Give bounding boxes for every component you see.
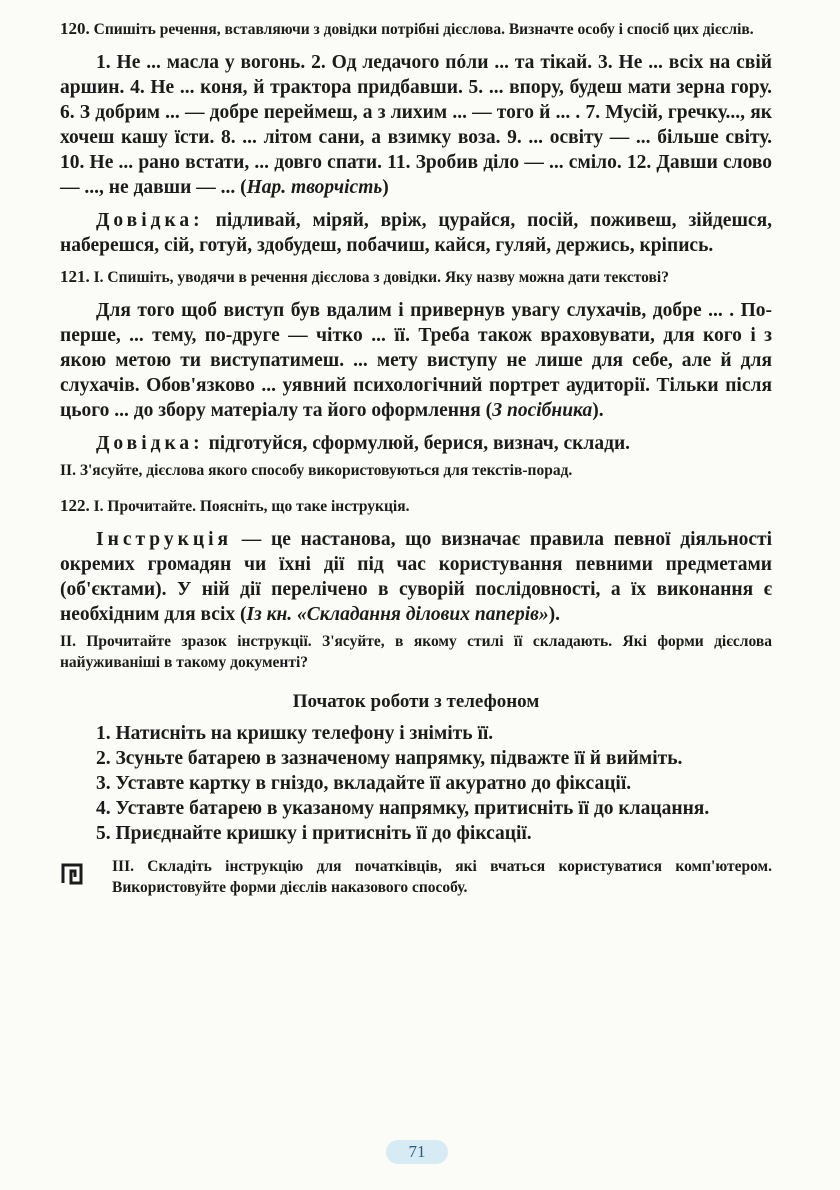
exercise-122-number: 122. [60, 496, 90, 515]
exercise-120-sentences: 1. Не ... масла у вогонь. 2. Од ледачого пóли ... та тікай. 3. Не ... всіх на свій аршин. 4. Не ... коня, й трактора придбавши. 5. ... впору, будеш мати зерна гору. 6. З добрим ... — добре переймеш, а з лихим ... — того й ... . 7. Мусій, гречку..., як хочеш кашу їсти. 8. ... літом сани, а взимку воза. 9. ... освіту — ... більше світу. 10. Не ... рано встати, ... довго спати. 11. Зробив діло — ... сміло. 12. Давши слово — ..., не давши — ... ( [60, 52, 772, 198]
exercise-121-number: 121. [60, 267, 90, 286]
reference-label: Довідка: [96, 210, 204, 231]
exercise-120-number: 120. [60, 19, 90, 38]
exercise-122-task [60, 495, 772, 517]
page-number: 71 [386, 1140, 448, 1164]
exercise-121-instruction: I. Спишіть, уводячи в речення дієслова з довідки. Яку назву можна дати текстові? [93, 269, 669, 286]
exercise-121-task [60, 266, 772, 288]
exercise-120-instruction: Спишіть речення, вставляючи з довідки потрібні дієслова. Визначте особу і спосіб цих дієслів. [93, 21, 754, 38]
exercise-120-text [60, 50, 772, 200]
definition-text: — це настанова, що визначає правила певної діяльності окремих громадян чи їхні дії під час користування певними предметами (об'єктами). У ній дії перелічено в суворій послідовності, а їх виконання є необхідним для всіх ( [60, 529, 772, 625]
reference-label: Довідка: [96, 433, 204, 454]
instruction-heading: Початок роботи з телефоном [292, 691, 540, 712]
exercise-121-source: З посібника [492, 400, 593, 421]
exercise-121-text [60, 298, 772, 423]
instruction-step: 3. Уставте картку в гніздо, вкладайте її акуратно до фіксації. [96, 773, 632, 794]
exercise-121-text-end: ). [592, 400, 604, 421]
instruction-step: 2. Зсуньте батарею в зазначеному напрямку, підважте її й вийміть. [96, 748, 683, 769]
instruction-step: 5. Приєднайте кришку і притисніть її до фіксації. [96, 823, 532, 844]
exercise-121-reference [60, 431, 772, 456]
exercise-120-reference [60, 208, 772, 258]
exercise-120-task [60, 18, 772, 40]
definition-source-end: ). [548, 604, 560, 625]
exercise-121-paragraph: Для того щоб виступ був вдалим і привернув увагу слухачів, добре ... . По-перше, ... тему, по-друге — чітко ... її. Треба також враховувати, для кого і з якою метою ти виступатимеш. ... мету виступу не лише для себе, але й для слухачів. Обов'язково ... уявний психологічний портрет аудиторії. Тільки після цього ... до збору матеріалу та його оформлення ( [60, 300, 772, 421]
exercise-122-instruction: I. Прочитайте. Поясніть, що таке інструкція. [93, 498, 410, 515]
exercise-120-source: Нар. творчість [246, 177, 383, 198]
homework-meander-icon [60, 862, 84, 886]
exercise-120-text-end: ) [382, 177, 389, 198]
definition-source: Із кн. «Складання ділових паперів» [246, 604, 549, 625]
exercise-122-task-3-text: III. Складіть інструкцію для початківців, які вчаться користуватися комп'ютером. Використовуйте форми дієслів наказового способу. [112, 858, 772, 896]
instruction-step: 1. Натисніть на кришку телефону і зніміть її. [96, 723, 494, 744]
reference-words: підготуйся, сформулюй, берися, визнач, склади. [208, 433, 631, 454]
exercise-122-definition [60, 527, 772, 627]
exercise-121-task-2: II. З'ясуйте, дієслова якого способу використовуються для текстів-порад. [60, 462, 573, 479]
exercise-122-task-2: II. Прочитайте зразок інструкції. З'ясуйте, в якому стилі її складають. Які форми дієслова найуживаніші в такому документі? [60, 633, 772, 671]
definition-term: Інструкція [96, 529, 233, 550]
exercise-122-task-3 [60, 856, 772, 898]
reference-words: підливай, міряй, вріж, цурайся, посій, поживеш, зійдешся, наберешся, сій, готуй, здобудеш, побачиш, кайся, гуляй, держись, кріпись. [60, 210, 772, 256]
instruction-step: 4. Уставте батарею в указаному напрямку, притисніть її до клацання. [96, 798, 710, 819]
textbook-page [60, 18, 772, 898]
